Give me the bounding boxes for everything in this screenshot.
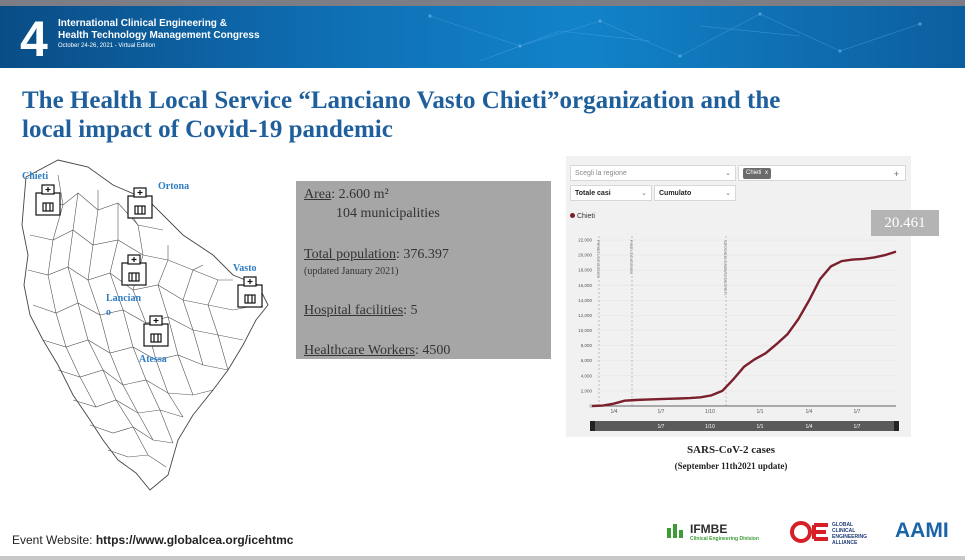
gcea-logo <box>790 520 868 549</box>
ifmbe-subtitle: Clinical Engineering Division <box>690 536 759 542</box>
chevron-down-icon: ⌄ <box>641 190 647 197</box>
range-tick-label: 1/1 <box>756 424 764 430</box>
y-tick-label: 20,000 <box>578 252 592 258</box>
slide-title <box>22 86 922 144</box>
region-select-placeholder: Scegli la regione <box>575 170 627 177</box>
latest-value-callout: 20.461 <box>871 210 939 236</box>
gcea-mark-icon <box>790 520 832 544</box>
municipalities: 104 municipalities <box>336 206 440 221</box>
map-label-chieti: Chieti <box>22 171 49 182</box>
map-label-ortona: Ortona <box>158 181 190 192</box>
y-tick-label: 22,000 <box>578 237 592 243</box>
range-handle-right[interactable] <box>894 421 899 431</box>
chart-plot <box>566 156 911 437</box>
y-tick-label: 18,000 <box>578 267 592 273</box>
region-chip-label: Chieti <box>746 170 762 176</box>
range-tick-label: 1/4 <box>805 424 813 430</box>
workers-row <box>304 343 450 359</box>
x-tick-label: 1/4 <box>610 409 618 415</box>
area-value: : 2.600 m² <box>331 187 389 202</box>
edition-number: 4 <box>20 11 48 67</box>
chevron-down-icon: ⌄ <box>725 190 731 197</box>
map-label-vasto: Vasto <box>233 263 257 274</box>
y-tick-label: 16,000 <box>578 282 592 288</box>
ifmbe-name: IFMBE <box>690 522 728 536</box>
metric-select-value: Totale casi <box>575 190 611 197</box>
hospital-value: : 5 <box>403 303 418 318</box>
chip-close-icon[interactable]: x <box>765 170 769 176</box>
event-label-1: PRIMO LOCKDOWN <box>596 240 601 278</box>
range-tick-label: 1/7 <box>853 424 861 430</box>
population-note: (updated January 2021) <box>304 266 399 277</box>
slide-title-line-1: The Health Local Service “Lanciano Vasto Chieti”organization and the <box>22 87 781 114</box>
population-label: Total population <box>304 247 396 262</box>
area-row <box>304 187 389 203</box>
bottom-strip <box>0 556 965 560</box>
event-website <box>12 533 293 547</box>
event-label-2: FINE LOCKDOWN <box>629 240 634 274</box>
y-tick-label: 6,000 <box>580 358 592 364</box>
series-line-chieti <box>592 252 896 406</box>
event-website-label: Event Website: <box>12 533 96 547</box>
gcea-name: GLOBAL CLINICAL ENGINEERING ALLIANCE <box>832 522 868 546</box>
y-tick-label: 2,000 <box>580 388 592 394</box>
y-tick-label: 0 <box>589 403 592 409</box>
y-tick-label: 10,000 <box>578 328 592 334</box>
event-website-link[interactable]: https://www.globalcea.org/icehtmc <box>95 533 294 547</box>
congress-banner <box>0 6 965 68</box>
y-tick-label: 12,000 <box>578 312 592 318</box>
chart-caption-subtitle: (September 11th2021 update) <box>674 461 788 471</box>
population-value: : 376.397 <box>395 247 449 262</box>
organization-info-box <box>296 181 551 359</box>
workers-label: Healthcare Workers <box>304 343 415 358</box>
banner-line-2: Health Technology Management Congress <box>58 30 260 41</box>
population-row <box>304 247 449 263</box>
add-region-button[interactable]: + <box>893 169 899 179</box>
hospital-label: Hospital facilities <box>304 303 404 318</box>
ifmbe-mark-icon <box>665 522 687 540</box>
range-tick-label: 1/10 <box>705 424 715 430</box>
event-label-3: SECONDA ONDATA DECRETI <box>723 240 728 296</box>
map-label-lanciano-end: o <box>106 307 111 318</box>
hospital-row <box>304 303 418 319</box>
x-tick-label: 1/7 <box>853 409 861 415</box>
x-tick-label: 1/7 <box>657 409 665 415</box>
banner-line-1: International Clinical Engineering & <box>58 18 227 29</box>
y-tick-label: 4,000 <box>580 373 592 379</box>
mode-select-value: Cumulato <box>659 190 692 197</box>
ifmbe-logo <box>665 522 759 545</box>
x-tick-label: 1/1 <box>756 409 764 415</box>
range-handle-left[interactable] <box>590 421 595 431</box>
chart-caption-title: SARS-CoV-2 cases <box>686 444 776 456</box>
x-tick-label: 1/4 <box>805 409 813 415</box>
map-label-lanciano: Lancian <box>106 293 142 304</box>
aami-logo: AAMI <box>895 519 949 542</box>
banner-dates: October 24-26, 2021 - Virtual Edition <box>58 43 156 49</box>
y-tick-label: 14,000 <box>578 297 592 303</box>
x-tick-label: 1/10 <box>705 409 715 415</box>
workers-value: : 4500 <box>414 343 451 358</box>
covid-chart-widget <box>566 156 911 437</box>
legend-series-name: Chieti <box>577 213 595 220</box>
area-label: Area <box>304 187 332 202</box>
map-label-atessa: Atessa <box>139 354 167 365</box>
slide-title-line-2: local impact of Covid-19 pandemic <box>22 116 393 143</box>
chevron-down-icon: ⌄ <box>725 170 731 177</box>
range-tick-label: 1/7 <box>657 424 665 430</box>
province-map <box>18 155 278 495</box>
y-tick-label: 8,000 <box>580 343 592 349</box>
